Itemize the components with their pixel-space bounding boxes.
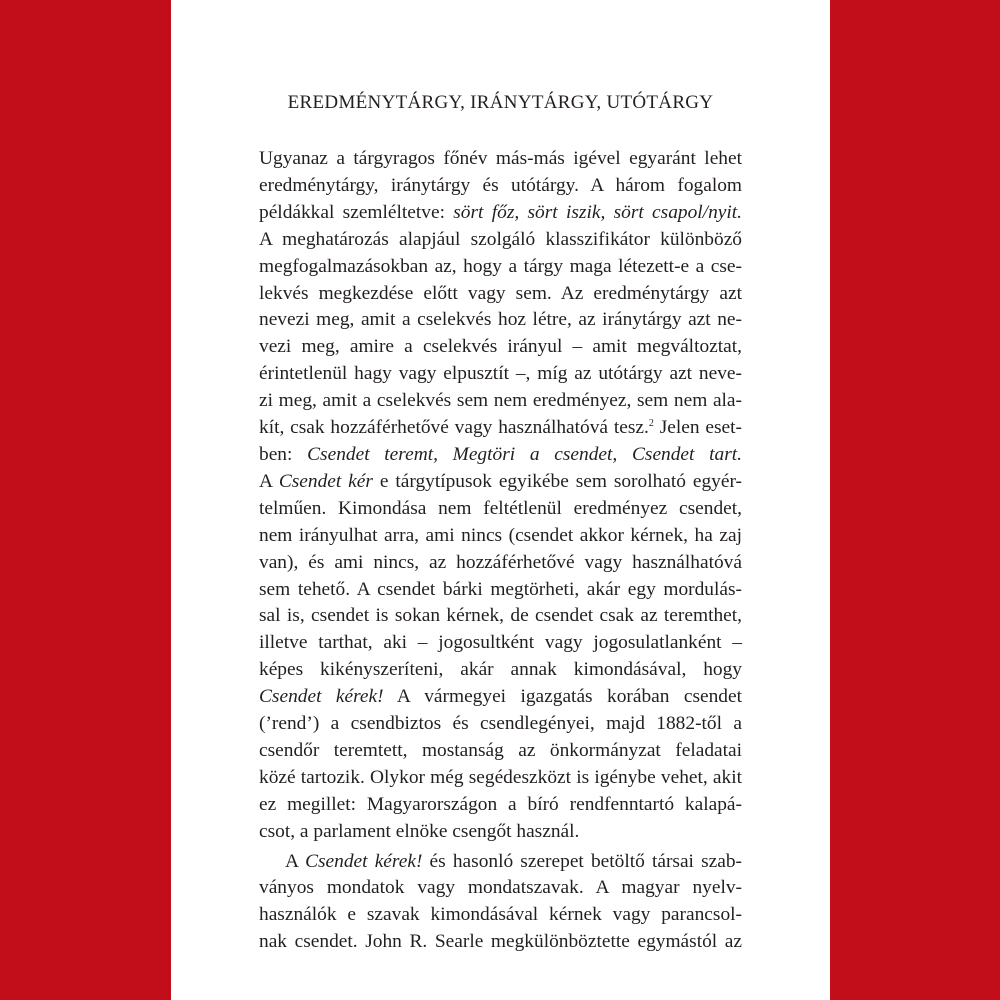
text-line: nevezi meg, amit a cselekvés hoz létre, az iránytárgy azt ne- xyxy=(259,309,742,331)
running-heading: EREDMÉNYTÁRGY, IRÁNYTÁRGY, UTÓTÁRGY xyxy=(287,92,714,113)
text-line: kít, csak hozzáférhetővé vagy használhatóvá tesz.$^2$ Jelen eset- xyxy=(259,417,742,439)
text-line: használók e szavak kimondásával kérnek vagy parancsol- xyxy=(259,904,742,926)
text-line: van), és ami nincs, az hozzáférhetővé vagy használhatóvá xyxy=(259,551,742,573)
text-line: A Csendet kérek! és hasonló szerepet betöltő társai szab- xyxy=(285,850,742,872)
text-line: csendőr teremtett, mostanság az önkormányzat feladatai xyxy=(259,739,742,761)
text-line: sal is, csendet is sokan kérnek, de csendet csak az teremthet, xyxy=(259,605,742,627)
text-line: eredménytárgy, iránytárgy és utótárgy. A három fogalom xyxy=(259,174,742,196)
body-text xyxy=(259,146,742,956)
text-line: közé tartozik. Olykor még segédeszközt is igénybe vehet, akit xyxy=(259,766,742,788)
text-line: ványos mondatok vagy mondatszavak. A magyar nyelv- xyxy=(259,877,742,899)
text-line: A Csendet kér e tárgytípusok egyikébe sem sorolható egyér- xyxy=(259,470,743,492)
book-page xyxy=(171,0,830,1000)
text-line: Ugyanaz a tárgyragos főnév más-más igével egyaránt lehet xyxy=(259,148,742,169)
text-line: nak csendet. John R. Searle megkülönböztette egymástól az xyxy=(259,931,742,953)
italic-example: Csendet kérek! xyxy=(305,850,423,872)
text-line: (’rend’) a csendbiztos és csendlegényei, majd 1882-től a xyxy=(259,713,742,735)
text-line: példákkal szemléltetve: sört főz, sört iszik, sört csapol/nyit. xyxy=(259,201,742,223)
italic-example: sört főz, sört iszik, sört csapol/nyit. xyxy=(453,201,742,223)
text-line: vezi meg, amire a cselekvés irányul – amit megváltoztat, xyxy=(259,336,742,358)
text-line: zi meg, amit a cselekvés sem nem eredményez, sem nem ala- xyxy=(259,390,742,412)
text-line: képes kikényszeríteni, akár annak kimondásával, hogy xyxy=(259,659,742,681)
text-line: nem irányulhat arra, ami nincs (csendet akkor kérnek, ha zaj xyxy=(259,524,742,546)
italic-example: Csendet teremt, Megtöri a csendet, Csendet tart. xyxy=(307,443,743,465)
text-line: sem tehető. A csendet bárki megtörheti, akár egy mordulás- xyxy=(259,578,742,600)
text-line: Csendet kérek! A vármegyei igazgatás korában csendet xyxy=(259,686,742,708)
text-line: érintetlenül hagy vagy elpusztít –, míg az utótárgy azt neve- xyxy=(259,363,742,385)
text-line: csot, a parlament elnöke csengőt használ. xyxy=(259,820,580,842)
text-line: telműen. Kimondása nem feltétlenül eredményez csendet, xyxy=(259,497,742,519)
text-line: ben: Csendet teremt, Megtöri a csendet, Csendet tart. xyxy=(259,443,743,465)
text-line: A meghatározás alapjául szolgáló klasszifikátor különböző xyxy=(259,228,742,250)
italic-example: Csendet kérek! xyxy=(259,686,384,708)
footnote-reference: 2 xyxy=(648,418,654,430)
italic-example: Csendet kér xyxy=(278,470,373,492)
text-line: megfogalmazásokban az, hogy a tárgy maga létezett-e a cse- xyxy=(259,255,742,277)
text-line: ez megillet: Magyarországon a bíró rendfenntartó kalapá- xyxy=(259,793,742,815)
text-line: lekvés megkezdése előtt vagy sem. Az eredménytárgy azt xyxy=(259,282,742,304)
text-line: illetve tarthat, aki – jogosultként vagy jogosulatlanként – xyxy=(259,632,742,654)
